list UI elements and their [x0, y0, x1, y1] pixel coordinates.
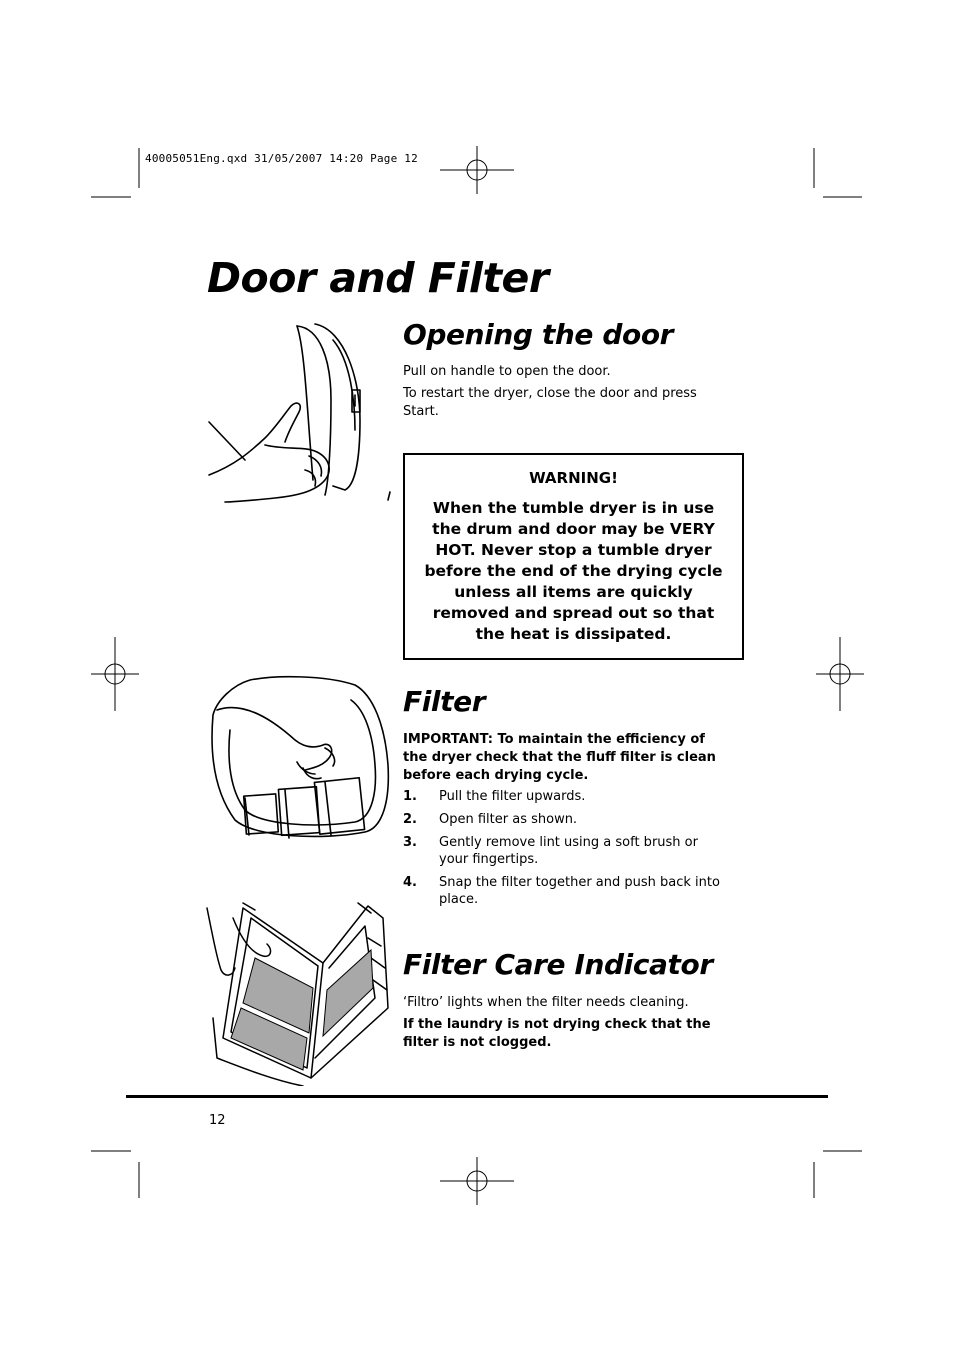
- warning-text: When the tumble dryer is in use the drum and door may be VERY HOT. Never stop a tumble dryer before the end of the drying cycle unless all items are quickly removed and spread out so that the heat is dissipated.: [424, 499, 723, 643]
- warning-box: [403, 453, 744, 660]
- step-number: 3.: [403, 835, 417, 850]
- restart-instruction: To restart the dryer, close the door and press Start.: [403, 386, 697, 419]
- door-opening-illustration: [205, 320, 395, 505]
- list-item: [403, 834, 743, 868]
- step-text: Pull the filter upwards.: [439, 789, 586, 804]
- filter-open-illustration: [203, 898, 393, 1086]
- opening-door-instruction: Pull on handle to open the door.: [403, 364, 611, 379]
- step-text: Open filter as shown.: [439, 812, 578, 827]
- step-text: Snap the filter together and push back into place.: [439, 875, 720, 907]
- file-slug: 40005051Eng.qxd 31/05/2007 14:20 Page 12: [145, 152, 418, 165]
- filter-steps-list: [403, 788, 743, 914]
- page-title: Door and Filter: [207, 254, 549, 302]
- footer-rule: [126, 1095, 828, 1098]
- opening-door-heading: Opening the door: [403, 318, 674, 351]
- step-number: 2.: [403, 812, 417, 827]
- list-item: [403, 811, 743, 828]
- filter-pull-illustration: [205, 670, 395, 845]
- filter-care-indicator-heading: Filter Care Indicator: [403, 948, 713, 981]
- step-number: 1.: [403, 789, 417, 804]
- step-text: Gently remove lint using a soft brush or your fingertips.: [439, 835, 698, 867]
- filtro-indicator-text: ‘Filtro’ lights when the filter needs cleaning.: [403, 995, 689, 1010]
- list-item: [403, 788, 743, 805]
- list-item: [403, 874, 743, 908]
- warning-title: WARNING!: [529, 469, 618, 487]
- page-number: 12: [209, 1113, 226, 1128]
- filter-important-note: IMPORTANT: To maintain the efficiency of the dryer check that the fluff filter is clean before each drying cycle.: [403, 732, 716, 783]
- filter-heading: Filter: [403, 685, 486, 718]
- clogged-filter-note: If the laundry is not drying check that the filter is not clogged.: [403, 1017, 711, 1050]
- step-number: 4.: [403, 875, 417, 890]
